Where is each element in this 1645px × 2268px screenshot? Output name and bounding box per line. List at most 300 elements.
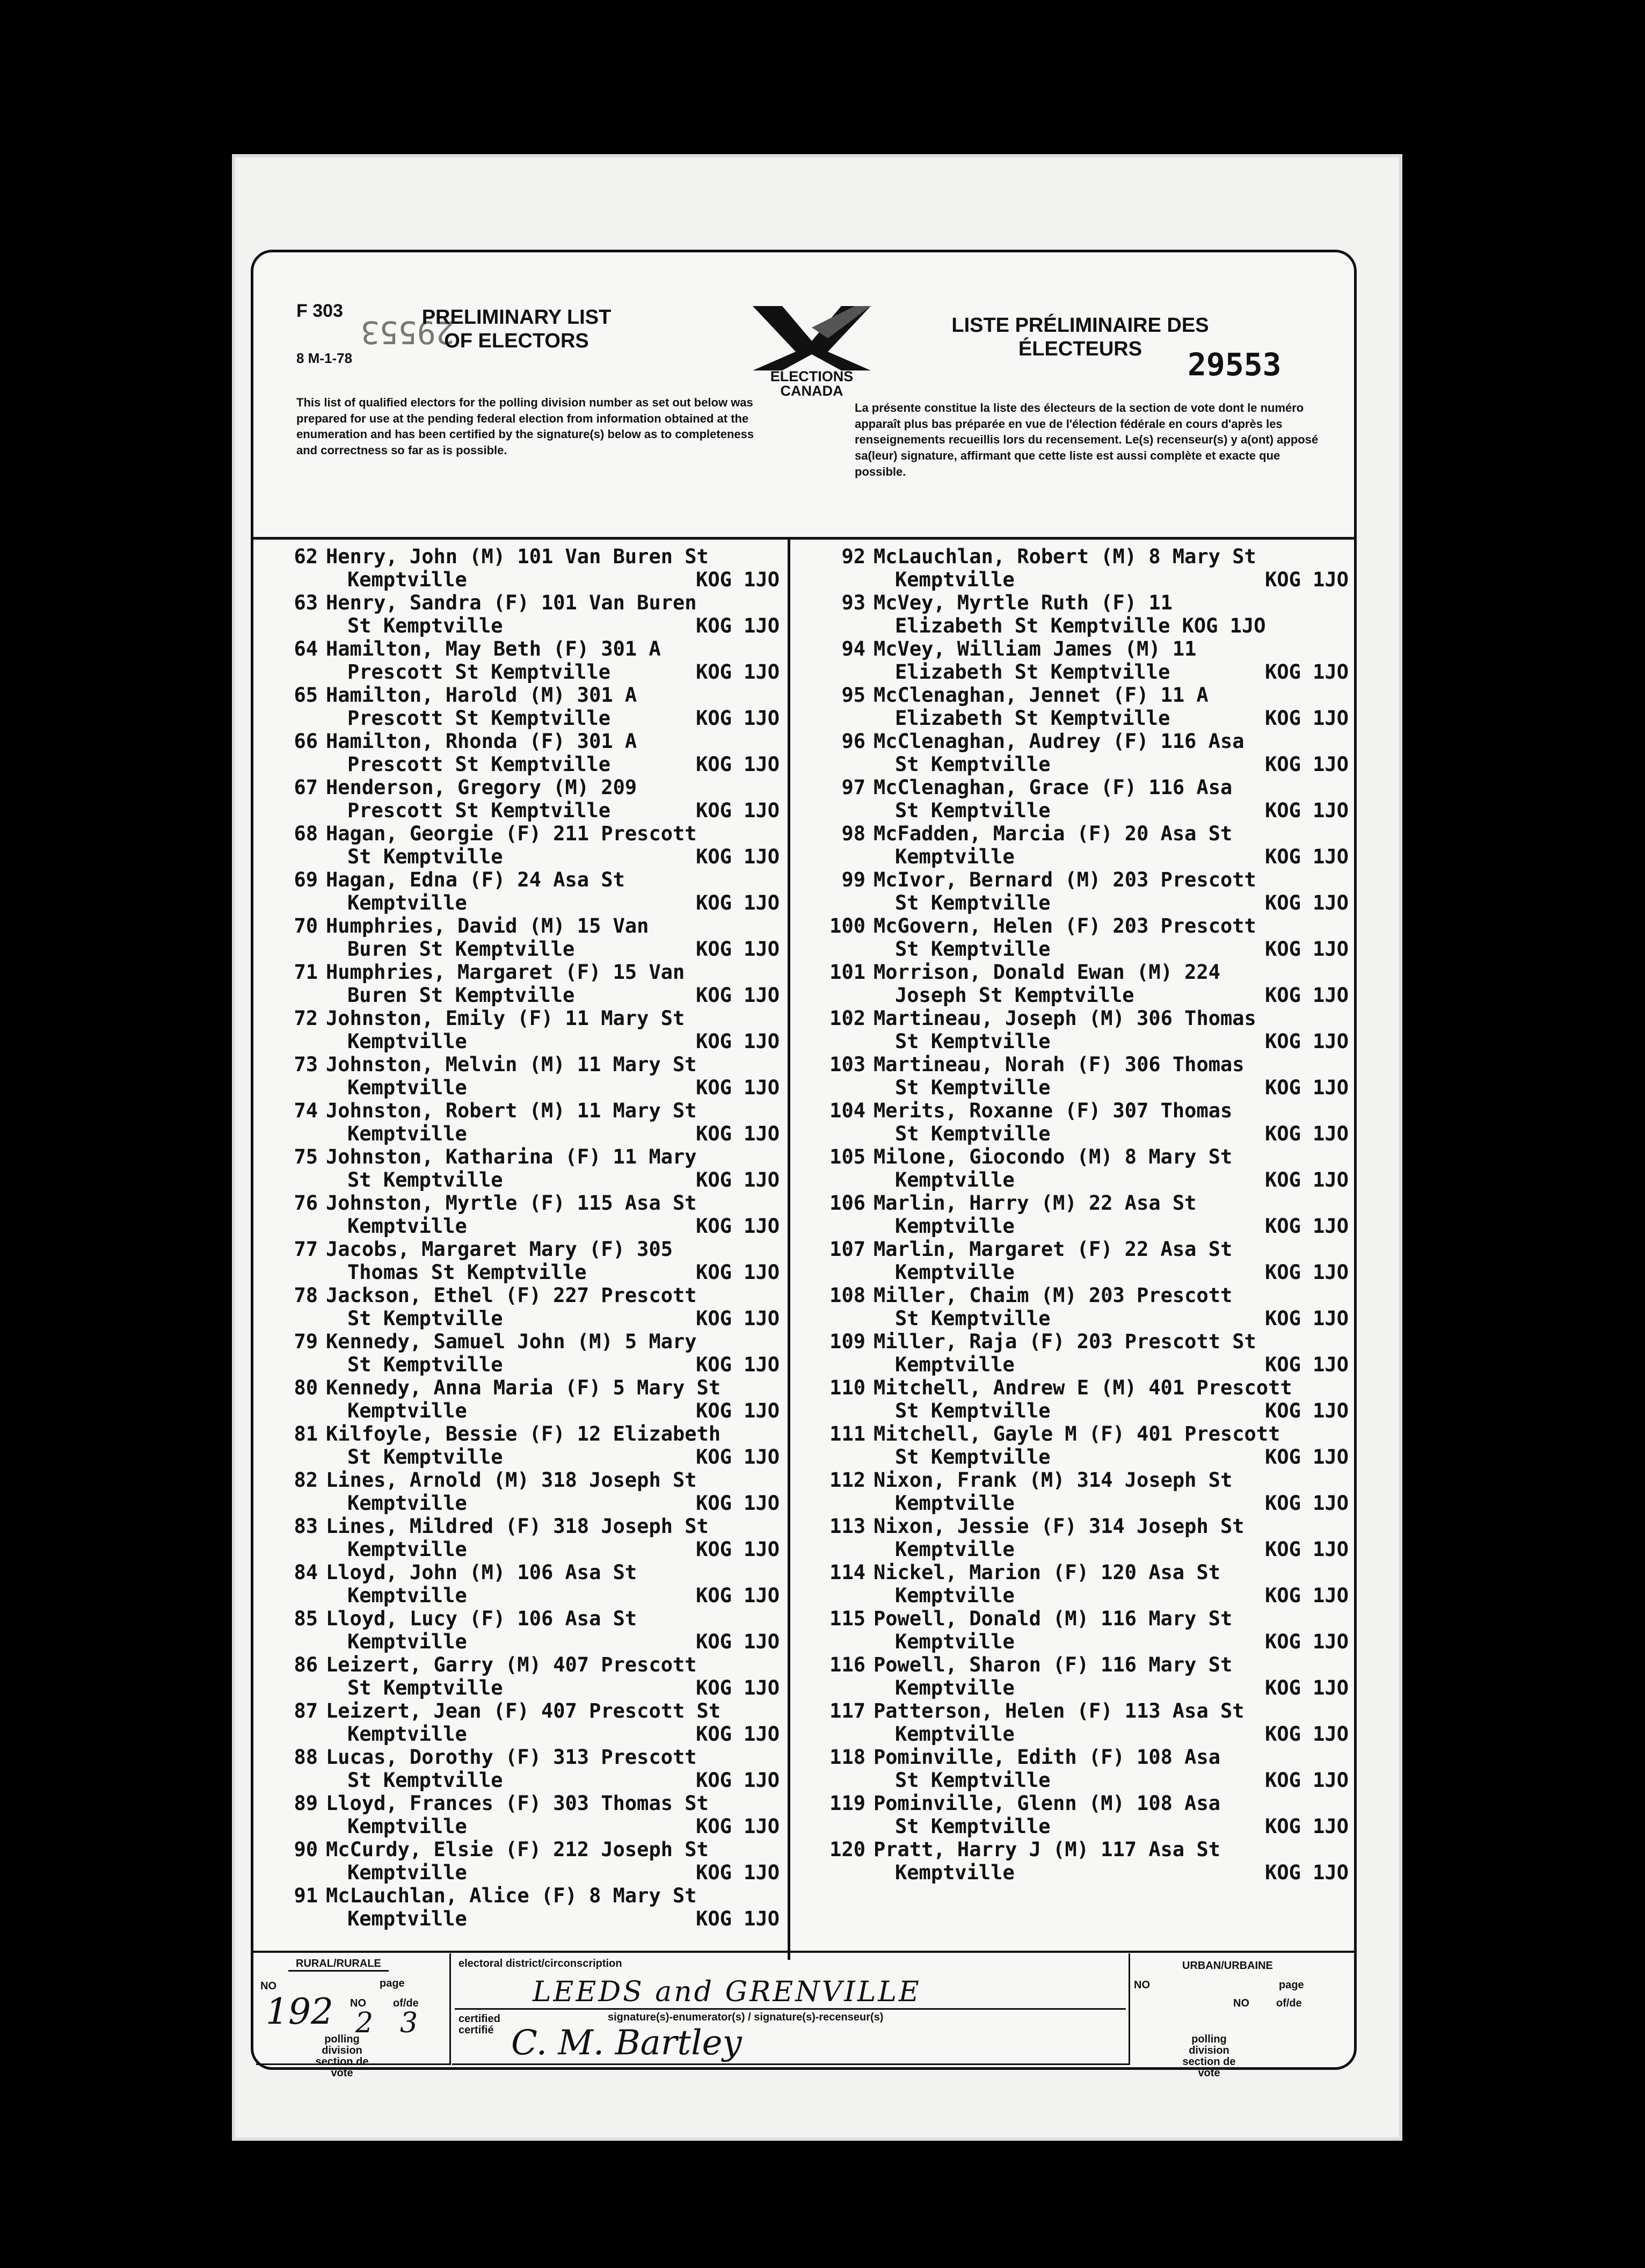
rural-label: RURAL/RURALE (288, 1958, 389, 1972)
elector-name-address: McClenaghan, Grace (F) 116 Asa (874, 776, 1233, 799)
elector-entry (264, 1515, 780, 1561)
elector-name-address: McCurdy, Elsie (F) 212 Joseph St (326, 1838, 709, 1861)
elector-address-continued: Elizabeth St Kemptville KOG 1JO (895, 614, 1266, 637)
elector-name-address: Lines, Arnold (M) 318 Joseph St (326, 1469, 697, 1492)
electoral-district-name: LEEDS and GRENVILLE (533, 1976, 921, 2008)
elector-entry (801, 1515, 1349, 1561)
elector-address-continued: St Kemptville (895, 891, 1051, 914)
elector-name-address: Henderson, Gregory (M) 209 (326, 776, 637, 799)
elector-entry (801, 1145, 1349, 1191)
elector-postal-code: KOG 1JO (696, 1630, 780, 1653)
elector-address-continued: Kemptville (895, 1492, 1015, 1515)
elector-number: 73 (294, 1053, 318, 1076)
elector-entry (801, 1330, 1349, 1376)
elector-address-continued: St Kemptville (895, 1076, 1051, 1099)
elector-postal-code: KOG 1JO (1265, 1307, 1349, 1330)
elector-postal-code: KOG 1JO (1265, 1353, 1349, 1376)
elector-postal-code: KOG 1JO (696, 568, 780, 591)
elector-number: 111 (829, 1422, 865, 1445)
description-english: This list of qualified electors for the polling division number as set out below was prepared for use at the pending federal election from information obtained at the enumeration and has been certified by the signature(s) below as to completeness and correctness so far as is possible. (296, 396, 754, 457)
elector-number: 77 (294, 1238, 318, 1261)
elector-entry (801, 914, 1349, 961)
elector-number: 82 (294, 1469, 318, 1492)
elector-number: 117 (829, 1699, 865, 1722)
elector-entry (801, 637, 1349, 684)
elector-postal-code: KOG 1JO (696, 753, 780, 776)
elector-number: 64 (294, 637, 318, 660)
elector-postal-code: KOG 1JO (696, 1353, 780, 1376)
elector-number: 84 (294, 1561, 318, 1584)
elector-address-continued: Kemptville (347, 1215, 467, 1238)
elector-name-address: McVey, William James (M) 11 (874, 637, 1197, 660)
elector-address-continued: Elizabeth St Kemptville (895, 707, 1170, 730)
elector-postal-code: KOG 1JO (696, 707, 780, 730)
elector-number: 93 (841, 591, 865, 614)
elector-postal-code: KOG 1JO (696, 1676, 780, 1699)
elector-name-address: Miller, Chaim (M) 203 Prescott (874, 1284, 1233, 1307)
elector-entry (264, 730, 780, 776)
elector-name-address: Marlin, Margaret (F) 22 Asa St (874, 1238, 1233, 1261)
urban-page-no-label: NO (1233, 1997, 1249, 2009)
elector-entry (264, 1099, 780, 1145)
elector-number: 68 (294, 822, 318, 845)
elector-name-address: Kennedy, Anna Maria (F) 5 Mary St (326, 1376, 721, 1399)
elector-number: 97 (841, 776, 865, 799)
elector-address-continued: St Kemptville (347, 1676, 503, 1699)
elector-name-address: Hagan, Georgie (F) 211 Prescott (326, 822, 697, 845)
elector-name-address: Kennedy, Samuel John (M) 5 Mary (326, 1330, 697, 1353)
elector-number: 94 (841, 637, 865, 660)
elector-number: 66 (294, 730, 318, 753)
elector-postal-code: KOG 1JO (1265, 1168, 1349, 1191)
electoral-district-label: electoral district/circonscription (458, 1958, 622, 1969)
urban-page-label: page (1279, 1979, 1304, 1991)
elector-name-address: Martineau, Norah (F) 306 Thomas (874, 1053, 1244, 1076)
elector-name-address: McLauchlan, Alice (F) 8 Mary St (326, 1884, 697, 1907)
elector-entry (264, 1238, 780, 1284)
elector-entry (801, 1746, 1349, 1792)
elector-address-continued: St Kemptville (895, 1307, 1051, 1330)
elector-address-continued: Kemptville (347, 1030, 467, 1053)
elector-address-continued: Buren St Kemptville (347, 984, 575, 1007)
elector-entry (264, 914, 780, 961)
elector-number: 85 (294, 1607, 318, 1630)
elector-postal-code: KOG 1JO (1265, 1676, 1349, 1699)
elector-entry (264, 684, 780, 730)
elector-postal-code: KOG 1JO (1265, 1722, 1349, 1746)
mirrored-list-number: 29553 (361, 314, 455, 351)
elector-entry (264, 1792, 780, 1838)
elector-name-address: Marlin, Harry (M) 22 Asa St (874, 1191, 1197, 1215)
elector-entry (801, 1653, 1349, 1699)
elector-entry (264, 961, 780, 1007)
elector-postal-code: KOG 1JO (696, 891, 780, 914)
elector-address-continued: Kemptville (347, 1861, 467, 1884)
elector-entry (801, 591, 1349, 637)
elector-number: 67 (294, 776, 318, 799)
elector-postal-code: KOG 1JO (696, 1215, 780, 1238)
elector-name-address: Martineau, Joseph (M) 306 Thomas (874, 1007, 1256, 1030)
elector-address-continued: Prescott St Kemptville (347, 799, 611, 822)
elector-postal-code: KOG 1JO (696, 1722, 780, 1746)
elector-name-address: Mitchell, Gayle M (F) 401 Prescott (874, 1422, 1280, 1445)
elector-postal-code: KOG 1JO (1265, 660, 1349, 684)
elector-entry (801, 1238, 1349, 1284)
elector-address-continued: Kemptville (895, 1168, 1015, 1191)
elector-number: 65 (294, 684, 318, 707)
elector-postal-code: KOG 1JO (696, 1261, 780, 1284)
elector-address-continued: Kemptville (895, 1538, 1015, 1561)
elector-name-address: Miller, Raja (F) 203 Prescott St (874, 1330, 1256, 1353)
document-sheet (232, 154, 1402, 2141)
elector-name-address: Milone, Giocondo (M) 8 Mary St (874, 1145, 1233, 1168)
elector-number: 107 (829, 1238, 865, 1261)
elector-name-address: Merits, Roxanne (F) 307 Thomas (874, 1099, 1233, 1122)
elector-postal-code: KOG 1JO (696, 1076, 780, 1099)
elector-postal-code: KOG 1JO (1265, 1815, 1349, 1838)
elector-postal-code: KOG 1JO (1265, 1399, 1349, 1422)
elector-address-continued: Kemptville (347, 891, 467, 914)
elector-address-continued: Kemptville (895, 568, 1015, 591)
elector-postal-code: KOG 1JO (1265, 753, 1349, 776)
elector-name-address: Hagan, Edna (F) 24 Asa St (326, 868, 625, 891)
elector-name-address: Kilfoyle, Bessie (F) 12 Elizabeth (326, 1422, 721, 1445)
elector-name-address: Powell, Donald (M) 116 Mary St (874, 1607, 1233, 1630)
elector-entry (801, 545, 1349, 591)
elector-name-address: Jacobs, Margaret Mary (F) 305 (326, 1238, 673, 1261)
elector-address-continued: St Kemptville (895, 1122, 1051, 1145)
elector-name-address: McIvor, Bernard (M) 203 Prescott (874, 868, 1256, 891)
list-number: 29553 (1188, 346, 1282, 383)
elector-address-continued: St Kemptville (895, 1815, 1051, 1838)
elector-name-address: Johnston, Melvin (M) 11 Mary St (326, 1053, 697, 1076)
elector-entry (264, 1884, 780, 1930)
footer (253, 1953, 1354, 2079)
elector-entry (264, 1330, 780, 1376)
elector-name-address: Lloyd, Frances (F) 303 Thomas St (326, 1792, 709, 1815)
elector-address-continued: Kemptville (895, 1722, 1015, 1746)
elector-postal-code: KOG 1JO (696, 937, 780, 961)
elector-name-address: McLauchlan, Robert (M) 8 Mary St (874, 545, 1256, 568)
elector-number: 79 (294, 1330, 318, 1353)
elector-number: 70 (294, 914, 318, 937)
elector-postal-code: KOG 1JO (696, 1492, 780, 1515)
header-divider (253, 537, 1354, 540)
elector-postal-code: KOG 1JO (1265, 1076, 1349, 1099)
elector-name-address: Lloyd, John (M) 106 Asa St (326, 1561, 637, 1584)
elector-name-address: Mitchell, Andrew E (M) 401 Prescott (874, 1376, 1292, 1399)
elector-entry (264, 1007, 780, 1053)
elector-address-continued: Prescott St Kemptville (347, 753, 611, 776)
elector-number: 76 (294, 1191, 318, 1215)
elector-entry (264, 1284, 780, 1330)
elector-name-address: Pominville, Glenn (M) 108 Asa (874, 1792, 1221, 1815)
elector-entry (801, 1284, 1349, 1330)
elector-name-address: Powell, Sharon (F) 116 Mary St (874, 1653, 1233, 1676)
elector-name-address: Leizert, Jean (F) 407 Prescott St (326, 1699, 721, 1722)
elector-entry (801, 1376, 1349, 1422)
elector-number: 95 (841, 684, 865, 707)
elector-number: 114 (829, 1561, 865, 1584)
form-frame (251, 250, 1357, 2079)
elector-name-address: Lucas, Dorothy (F) 313 Prescott (326, 1746, 697, 1769)
elector-number: 115 (829, 1607, 865, 1630)
urban-of-label: of/de (1276, 1997, 1302, 2009)
elector-number: 108 (829, 1284, 865, 1307)
elector-entry (801, 776, 1349, 822)
elector-address-continued: St Kemptville (347, 1307, 503, 1330)
enumerator-signature: C. M. Bartley (511, 2023, 742, 2063)
elector-number: 99 (841, 868, 865, 891)
electoral-district-box (452, 1953, 1130, 2065)
elector-address-continued: Kemptville (347, 1122, 467, 1145)
elector-postal-code: KOG 1JO (696, 1815, 780, 1838)
elector-number: 103 (829, 1053, 865, 1076)
elector-number: 62 (294, 545, 318, 568)
elector-entry (801, 1699, 1349, 1746)
elector-entry (801, 1469, 1349, 1515)
elector-address-continued: Kemptville (895, 1584, 1015, 1607)
elector-name-address: Humphries, Margaret (F) 15 Van (326, 961, 685, 984)
elector-entry (801, 961, 1349, 1007)
elector-name-address: Nixon, Jessie (F) 314 Joseph St (874, 1515, 1244, 1538)
elector-name-address: Humphries, David (M) 15 Van (326, 914, 649, 937)
elector-address-continued: Kemptville (347, 1538, 467, 1561)
elector-postal-code: KOG 1JO (1265, 1030, 1349, 1053)
of-label: of/de (393, 1997, 419, 2009)
elector-number: 102 (829, 1007, 865, 1030)
polling-division-number: 192 (266, 1991, 333, 2032)
elector-postal-code: KOG 1JO (696, 984, 780, 1007)
elector-entry (264, 1053, 780, 1099)
elector-name-address: Pratt, Harry J (M) 117 Asa St (874, 1838, 1221, 1861)
elector-address-continued: Kemptville (895, 1353, 1015, 1376)
elector-address-continued: Elizabeth St Kemptville (895, 660, 1170, 684)
elector-column-left (264, 545, 780, 1930)
certified-label: certified certifié (458, 2013, 500, 2036)
elector-entry (264, 591, 780, 637)
elector-name-address: Pominville, Edith (F) 108 Asa (874, 1746, 1221, 1769)
elector-name-address: Henry, Sandra (F) 101 Van Buren (326, 591, 697, 614)
elector-entry (264, 1561, 780, 1607)
elector-name-address: Lines, Mildred (F) 318 Joseph St (326, 1515, 709, 1538)
elector-postal-code: KOG 1JO (1265, 1122, 1349, 1145)
elector-name-address: McFadden, Marcia (F) 20 Asa St (874, 822, 1233, 845)
elector-entry (801, 1422, 1349, 1469)
elector-entry (801, 1792, 1349, 1838)
elector-postal-code: KOG 1JO (1265, 1492, 1349, 1515)
elector-address-continued: St Kemptville (895, 937, 1051, 961)
elector-address-continued: Prescott St Kemptville (347, 660, 611, 684)
elector-address-continued: St Kemptville (347, 614, 503, 637)
elector-postal-code: KOG 1JO (696, 1030, 780, 1053)
elector-number: 69 (294, 868, 318, 891)
elector-address-continued: Kemptville (895, 1861, 1015, 1884)
elector-address-continued: St Kemptville (347, 1353, 503, 1376)
elector-name-address: Hamilton, May Beth (F) 301 A (326, 637, 661, 660)
elector-address-continued: St Kemptville (347, 1168, 503, 1191)
elector-name-address: Hamilton, Harold (M) 301 A (326, 684, 637, 707)
elector-number: 87 (294, 1699, 318, 1722)
elector-entry (801, 1191, 1349, 1238)
elector-name-address: McGovern, Helen (F) 203 Prescott (874, 914, 1256, 937)
elector-address-continued: Joseph St Kemptville (895, 984, 1134, 1007)
elector-entry (264, 1376, 780, 1422)
elector-entry (801, 1053, 1349, 1099)
elector-address-continued: Kemptville (347, 568, 467, 591)
elector-entry (264, 545, 780, 591)
elector-name-address: Johnston, Myrtle (F) 115 Asa St (326, 1191, 697, 1215)
elector-postal-code: KOG 1JO (1265, 891, 1349, 914)
rural-box (256, 1953, 451, 2079)
elector-address-continued: St Kemptville (347, 845, 503, 868)
elector-name-address: Hamilton, Rhonda (F) 301 A (326, 730, 637, 753)
elector-address-continued: Kemptville (347, 1630, 467, 1653)
elector-number: 118 (829, 1746, 865, 1769)
elector-number: 89 (294, 1792, 318, 1815)
elector-address-continued: St Kemptville (895, 1399, 1051, 1422)
elector-entry (264, 1145, 780, 1191)
elector-number: 90 (294, 1838, 318, 1861)
urban-no-label: NO (1134, 1979, 1150, 1991)
elector-name-address: Henry, John (M) 101 Van Buren St (326, 545, 709, 568)
elector-number: 81 (294, 1422, 318, 1445)
elector-postal-code: KOG 1JO (696, 799, 780, 822)
elector-name-address: McClenaghan, Jennet (F) 11 A (874, 684, 1209, 707)
elector-name-address: Johnston, Katharina (F) 11 Mary (326, 1145, 697, 1168)
elector-postal-code: KOG 1JO (696, 660, 780, 684)
urban-polling-division-label: polling division section de vote (1182, 2033, 1236, 2079)
elector-entry (264, 1653, 780, 1699)
elector-address-continued: Kemptville (347, 1076, 467, 1099)
elector-address-continued: Kemptville (347, 1815, 467, 1838)
page-no-label: NO (350, 1997, 366, 2009)
elector-name-address: Lloyd, Lucy (F) 106 Asa St (326, 1607, 637, 1630)
elector-name-address: Jackson, Ethel (F) 227 Prescott (326, 1284, 697, 1307)
elector-name-address: Patterson, Helen (F) 113 Asa St (874, 1699, 1244, 1722)
elector-name-address: Johnston, Emily (F) 11 Mary St (326, 1007, 685, 1030)
page-number: 2 (355, 2007, 374, 2039)
elector-number: 110 (829, 1376, 865, 1399)
elector-number: 119 (829, 1792, 865, 1815)
elector-postal-code: KOG 1JO (1265, 1538, 1349, 1561)
elector-entry (264, 637, 780, 684)
page-total: 3 (400, 2007, 418, 2039)
elector-postal-code: KOG 1JO (1265, 937, 1349, 961)
elector-address-continued: Kemptville (347, 1584, 467, 1607)
elector-entry (264, 1838, 780, 1884)
elector-postal-code: KOG 1JO (1265, 845, 1349, 868)
no-label: NO (260, 1980, 276, 1992)
elector-postal-code: KOG 1JO (1265, 568, 1349, 591)
elector-number: 112 (829, 1469, 865, 1492)
elector-address-continued: Kemptville (895, 1630, 1015, 1653)
elector-entry (264, 1699, 780, 1746)
elector-postal-code: KOG 1JO (696, 1399, 780, 1422)
elector-entry (264, 1422, 780, 1469)
elector-address-continued: St Kemptville (895, 1030, 1051, 1053)
elector-postal-code: KOG 1JO (1265, 984, 1349, 1007)
district-underline (455, 2008, 1126, 2010)
elector-number: 105 (829, 1145, 865, 1168)
elector-entry (264, 1469, 780, 1515)
elector-entry (264, 1746, 780, 1792)
elector-entry (264, 1607, 780, 1653)
elector-number: 88 (294, 1746, 318, 1769)
elector-name-address: Nickel, Marion (F) 120 Asa St (874, 1561, 1221, 1584)
elector-number: 74 (294, 1099, 318, 1122)
elector-postal-code: KOG 1JO (696, 614, 780, 637)
elector-name-address: Morrison, Donald Ewan (M) 224 (874, 961, 1221, 984)
elector-entry (801, 868, 1349, 914)
elector-postal-code: KOG 1JO (696, 1907, 780, 1930)
elector-postal-code: KOG 1JO (1265, 1769, 1349, 1792)
page-label: page (380, 1978, 405, 1989)
elector-number: 106 (829, 1191, 865, 1215)
elector-address-continued: Kemptville (347, 1907, 467, 1930)
elector-postal-code: KOG 1JO (696, 1769, 780, 1792)
urban-label: URBAN/URBAINE (1182, 1960, 1273, 1972)
elector-number: 109 (829, 1330, 865, 1353)
elector-entry (264, 1191, 780, 1238)
elector-name-address: Johnston, Robert (M) 11 Mary St (326, 1099, 697, 1122)
elector-number: 92 (841, 545, 865, 568)
elector-name-address: Nixon, Frank (M) 314 Joseph St (874, 1469, 1233, 1492)
logo-text: ELECTIONS CANADA (770, 368, 854, 399)
elector-address-continued: St Kemptville (895, 1445, 1051, 1469)
elector-address-continued: Kemptville (895, 1676, 1015, 1699)
elector-postal-code: KOG 1JO (1265, 1584, 1349, 1607)
elector-number: 71 (294, 961, 318, 984)
elector-name-address: McVey, Myrtle Ruth (F) 11 (874, 591, 1173, 614)
elector-address-continued: St Kemptville (895, 1769, 1051, 1792)
elector-address-continued: St Kemptville (347, 1445, 503, 1469)
elector-entry (801, 730, 1349, 776)
elector-number: 104 (829, 1099, 865, 1122)
elector-number: 101 (829, 961, 865, 984)
elector-name-address: McClenaghan, Audrey (F) 116 Asa (874, 730, 1244, 753)
elector-address-continued: St Kemptville (347, 1769, 503, 1792)
elector-entry (801, 684, 1349, 730)
elector-entry (264, 868, 780, 914)
form-number: F 303 (296, 301, 343, 321)
elector-number: 63 (294, 591, 318, 614)
elector-postal-code: KOG 1JO (696, 1538, 780, 1561)
title-english: PRELIMINARY LIST OF ELECTORS (421, 306, 612, 352)
elector-entry (264, 776, 780, 822)
elector-postal-code: KOG 1JO (1265, 707, 1349, 730)
footer-divider (253, 1951, 1354, 1953)
elector-number: 75 (294, 1145, 318, 1168)
elector-postal-code: KOG 1JO (1265, 799, 1349, 822)
elector-postal-code: KOG 1JO (1265, 1445, 1349, 1469)
elector-postal-code: KOG 1JO (696, 1445, 780, 1469)
elector-address-continued: Kemptville (895, 845, 1015, 868)
elector-address-continued: Kemptville (347, 1722, 467, 1746)
elector-postal-code: KOG 1JO (1265, 1861, 1349, 1884)
elector-postal-code: KOG 1JO (1265, 1261, 1349, 1284)
elector-address-continued: Buren St Kemptville (347, 937, 575, 961)
elector-number: 113 (829, 1515, 865, 1538)
elector-entry (801, 1007, 1349, 1053)
elector-postal-code: KOG 1JO (696, 1122, 780, 1145)
elector-address-continued: Kemptville (895, 1261, 1015, 1284)
column-divider (788, 537, 790, 1960)
elector-address-continued: Prescott St Kemptville (347, 707, 611, 730)
elector-number: 100 (829, 914, 865, 937)
elector-postal-code: KOG 1JO (696, 1307, 780, 1330)
elector-name-address: Leizert, Garry (M) 407 Prescott (326, 1653, 697, 1676)
